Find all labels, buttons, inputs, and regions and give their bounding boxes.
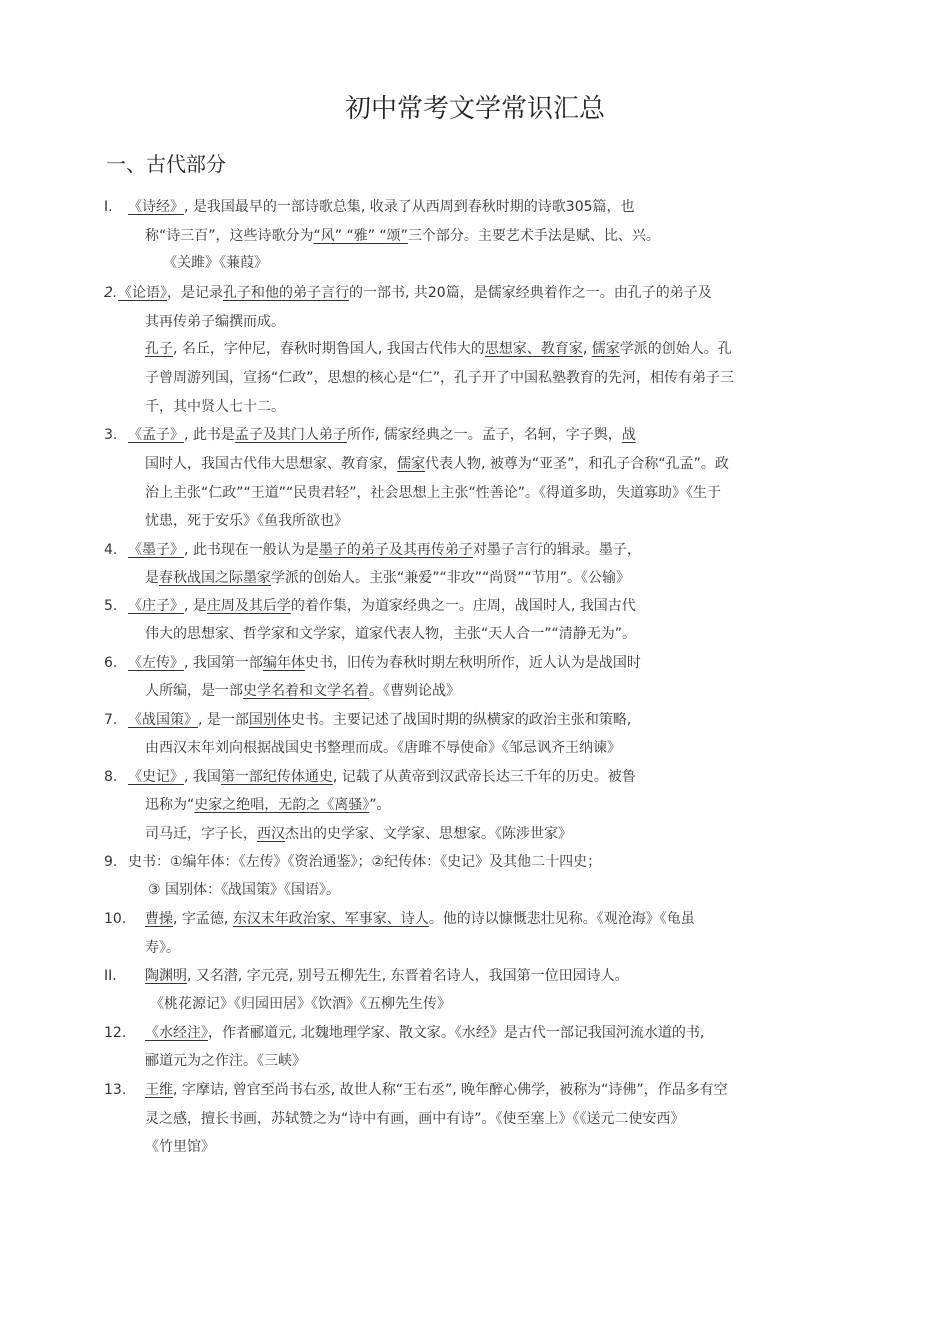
text-line (128, 540, 641, 560)
underlined-term: 国别体 (248, 712, 291, 728)
text-segment: 寿》。 (145, 940, 180, 956)
text-line (145, 1109, 685, 1129)
item-number: 7. (104, 712, 118, 728)
text-segment: 。他的诗以慷慨悲壮见称。《观沧海》《龟虽 (428, 911, 695, 927)
text-line (145, 1023, 704, 1043)
text-segment: 子曾周游列国，宣扬“仁政”，思想的核心是“仁”，孔子开了中国私塾教育的先河，相传有弟子三 (145, 370, 735, 386)
text-segment: ③ 国别体：《战国策》《国语》。 (148, 882, 341, 898)
underlined-term: 《论语》 (118, 285, 167, 301)
text-line (145, 226, 660, 246)
text-segment: 学派的创始人。孔 (619, 341, 732, 357)
text-segment: 《竹里馆》 (145, 1139, 215, 1155)
text-line (118, 283, 712, 303)
text-segment: 司马迁，字子长， (145, 826, 257, 842)
text-segment: ，是记录 (167, 285, 223, 301)
text-segment: 对墨子言行的辑录。墨子， (472, 542, 641, 558)
text-segment: , 字孟德, (173, 911, 233, 927)
underlined-term: 《史记》 (128, 769, 184, 785)
text-segment: 代表人物, 被尊为“亚圣”，和孔子合称“孔孟”。政 (425, 456, 729, 472)
text-line (150, 994, 451, 1014)
item-number: 3. (104, 427, 118, 443)
text-segment: 的一部书, 共20篇，是儒家经典着作之一。由孔子的弟子及 (349, 285, 712, 301)
text-line (145, 938, 180, 958)
item-number: 13. (104, 1082, 127, 1098)
underlined-term: 孔子 (145, 341, 173, 357)
text-segment: , 我国第一部 (184, 655, 263, 671)
underlined-term: 庄周及其后学 (206, 598, 291, 614)
text-line (163, 253, 268, 273)
text-segment: 千，其中贤人七十二。 (145, 399, 285, 415)
text-segment: , 是 (184, 598, 207, 614)
text-segment: , 记载了从黄帝到汉武帝长达三千年的历史。被鲁 (332, 769, 636, 785)
text-segment: , 是我国最早的一部诗歌总集, 收录了从西周到春秋时期的诗歌305篇，也 (184, 199, 635, 215)
underlined-term: 《战国策》 (128, 712, 198, 728)
text-line (145, 312, 285, 332)
item-number: II. (104, 968, 117, 984)
underlined-term: 《庄子》 (128, 598, 184, 614)
underlined-term: 王维 (145, 1082, 173, 1098)
text-line (145, 824, 572, 844)
text-line (145, 966, 629, 986)
text-segment: , 名丘，字仲尼，春秋时期鲁国人, 我国古代伟大的 (173, 341, 485, 357)
text-segment: , 是一部 (198, 712, 249, 728)
underlined-term: 墨子的弟子及其再传弟子 (318, 542, 473, 558)
text-line (145, 1051, 306, 1071)
text-line (145, 795, 391, 815)
text-segment: 学派的创始人。主张“兼爱”“非攻”“尚贤”“节用”。《公输》 (271, 570, 631, 586)
underlined-term: “风” “雅” “颂” (313, 228, 408, 244)
text-line (145, 681, 460, 701)
underlined-term: 陶渊明 (145, 968, 187, 984)
text-segment: , 字摩诘, 曾官至尚书右丞, 故世人称“王右丞”, 晚年醉心佛学，被称为“诗佛”，作品多有空 (173, 1082, 728, 1098)
underlined-term: 编年体 (262, 655, 305, 671)
underlined-term: 曹操 (145, 911, 173, 927)
text-segment: , 我国 (184, 769, 221, 785)
item-number: 10. (104, 911, 127, 927)
text-line (145, 1137, 215, 1157)
text-segment: 治上主张“仁政”“王道”“民贵君轻”，社会思想上主张“性善论”。《得道多助，失道寡助》《生于 (145, 485, 722, 501)
text-line (128, 767, 636, 787)
item-number: I. (104, 199, 113, 215)
text-segment: 《关雎》《蒹葭》 (163, 255, 268, 271)
text-segment: 国时人，我国古代伟大思想家、教育家， (145, 456, 397, 472)
text-line (145, 454, 729, 474)
text-line (148, 880, 340, 900)
text-line (128, 596, 636, 616)
page-title: 初中常考文学常识汇总 (344, 94, 605, 124)
underlined-term: 《左传》 (128, 655, 184, 671)
text-segment: 迅称为“ (145, 797, 195, 813)
item-number: 2. (104, 285, 118, 301)
underlined-term: 第一部纪传体通史 (220, 769, 333, 785)
section-heading: 一、古代部分 (106, 152, 226, 176)
text-line (145, 339, 732, 359)
text-line (128, 852, 601, 872)
underlined-term: 《诗经》 (128, 199, 184, 215)
text-segment: , 又名潜, 字元亮, 别号五柳先生, 东晋着名诗人，我国第一位田园诗人。 (187, 968, 629, 984)
text-segment: 史书：①编年体：《左传》《资治通鉴》；②纪传体：《史记》及其他二十四史； (128, 854, 602, 870)
underlined-term: 孟子及其门人弟子 (234, 427, 347, 443)
text-segment: 三个部分。主要艺术手法是赋、比、兴。 (407, 228, 660, 244)
item-number: 12. (104, 1025, 127, 1041)
text-line (128, 425, 636, 445)
text-segment: 史书。主要记述了战国时期的纵横家的政治主张和策略, (290, 712, 632, 728)
underlined-term: 《水经注》 (145, 1025, 208, 1041)
text-line (145, 624, 636, 644)
underlined-term: 《孟子》 (128, 427, 184, 443)
text-segment: ”。 (369, 797, 391, 813)
underlined-term: 儒家 (397, 456, 425, 472)
underlined-term: 春秋战国之际墨家 (159, 570, 271, 586)
text-line (145, 1080, 728, 1100)
underlined-term: 儒家 (591, 341, 620, 357)
text-segment: 由西汉末年刘向根据战国史书整理而成。《唐雎不辱使命》《邹忌讽齐王纳谏》 (145, 740, 621, 756)
underlined-term: 史学名着和文学名着 (243, 683, 369, 699)
text-line (145, 511, 348, 531)
text-line (128, 653, 641, 673)
text-segment: 称“诗三百”，这些诗歌分为 (145, 228, 314, 244)
text-line (145, 738, 621, 758)
item-number: 9. (104, 854, 118, 870)
text-line (145, 368, 734, 388)
text-line (145, 397, 285, 417)
underlined-term: 东汉末年政治家、军事家、诗人 (232, 911, 429, 927)
item-number: 8. (104, 769, 118, 785)
text-segment: 史书，旧传为春秋时期左秋明所作，近人认为是战国时 (304, 655, 641, 671)
underlined-term: 思想家、教育家 (484, 341, 583, 357)
text-segment: 《桃花源记》《归园田居》《饮酒》《五柳先生传》 (150, 996, 451, 1012)
item-number: 6. (104, 655, 118, 671)
item-number: 4. (104, 542, 118, 558)
text-line (128, 710, 631, 730)
text-segment: 灵之感，擅长书画，苏轼赞之为“诗中有画，画中有诗”。《使至塞上》《《送元二使安西》 (145, 1111, 685, 1127)
text-segment: , 此书是 (184, 427, 235, 443)
underlined-term: 战 (621, 427, 636, 443)
text-segment: 是 (145, 570, 159, 586)
text-segment: ，作者郦道元, 北魏地理学家、散文家。《水经》是古代一部记我国河流水道的书, (208, 1025, 705, 1041)
item-number: 5. (104, 598, 118, 614)
text-line (128, 197, 635, 217)
text-segment: , 此书现在一般认为是 (184, 542, 319, 558)
text-line (145, 909, 695, 929)
text-segment: 伟大的思想家、哲学家和文学家，道家代表人物，主张“天人合一”“清静无为”。 (145, 626, 637, 642)
underlined-term: 西汉 (257, 826, 285, 842)
text-segment: 。《曹刿论战》 (369, 683, 460, 699)
text-segment: 其再传弟子编撰而成。 (145, 314, 285, 330)
text-segment: 所作, 儒家经典之一。孟子，名轲，字子舆， (346, 427, 622, 443)
text-segment: 忧患，死于安乐》《鱼我所欲也》 (145, 513, 348, 529)
underlined-term: 孔子和他的弟子言行 (223, 285, 349, 301)
text-segment: 杰出的史学家、文学家、思想家。《陈涉世家》 (285, 826, 572, 842)
text-line (145, 568, 630, 588)
underlined-term: 《墨子》 (128, 542, 184, 558)
text-segment: 郦道元为之作注。《三峡》 (145, 1053, 306, 1069)
text-segment: 人所编，是一部 (145, 683, 243, 699)
text-line (145, 483, 721, 503)
text-segment: , (582, 341, 592, 357)
underlined-term: 史家之绝唱，无韵之《离骚》 (194, 797, 370, 813)
text-segment: 的着作集，为道家经典之一。庄周，战国时人, 我国古代 (290, 598, 636, 614)
